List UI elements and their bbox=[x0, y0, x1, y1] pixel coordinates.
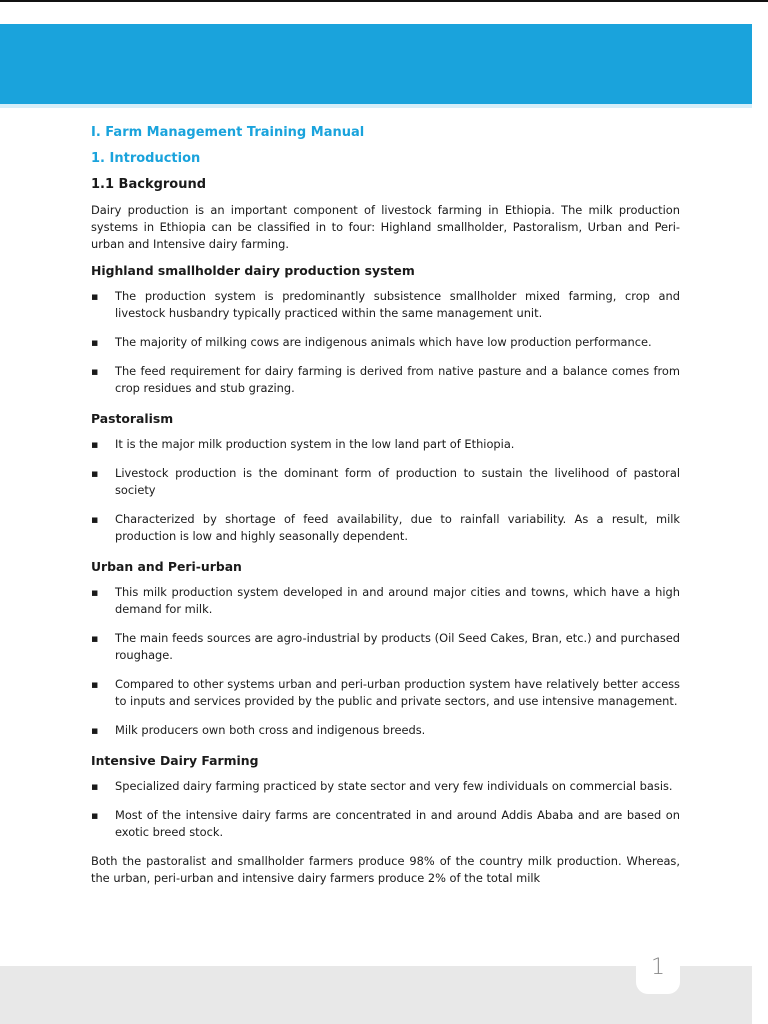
intro-paragraph: Dairy production is an important component of livestock farming in Ethiopia. The milk production systems in Ethiopia can be classified in to four: Highland smallholder, Pastoralism, Urban and Peri-urban and Intensive dairy farming. bbox=[91, 203, 680, 251]
bullet-icon: ▪ bbox=[91, 513, 99, 526]
list-item bbox=[91, 807, 680, 841]
list-item-text: Most of the intensive dairy farms are concentrated in and around Addis Ababa and are based on exotic breed stock. bbox=[115, 808, 680, 839]
list-item-text: Specialized dairy farming practiced by state sector and very few individuals on commercial basis. bbox=[115, 779, 673, 793]
bullet-icon: ▪ bbox=[91, 632, 99, 645]
bullet-icon: ▪ bbox=[91, 336, 99, 349]
list-item bbox=[91, 334, 680, 351]
list-item-text: It is the major milk production system in the low land part of Ethiopia. bbox=[115, 437, 515, 451]
section-title: Pastoralism bbox=[91, 411, 174, 426]
bullet-icon: ▪ bbox=[91, 467, 99, 480]
closing-paragraph: Both the pastoralist and smallholder farmers produce 98% of the country milk production. Whereas, the urban, peri-urban and intensive dairy farmers produce 2% of the total milk bbox=[91, 854, 680, 885]
list-item-text: The main feeds sources are agro-industrial by products (Oil Seed Cakes, Bran, etc.) and purchased roughage. bbox=[115, 631, 680, 662]
bullet-icon: ▪ bbox=[91, 678, 99, 691]
list-item bbox=[91, 630, 680, 664]
section-title: Intensive Dairy Farming bbox=[91, 753, 259, 768]
section-title: Highland smallholder dairy production system bbox=[91, 263, 415, 278]
list-item bbox=[91, 676, 680, 710]
list-item bbox=[91, 465, 680, 499]
section-pastoralism bbox=[91, 409, 680, 545]
introduction-heading: 1. Introduction bbox=[91, 151, 201, 166]
bullet-icon: ▪ bbox=[91, 724, 99, 737]
list-item bbox=[91, 722, 680, 739]
bullet-icon: ▪ bbox=[91, 780, 99, 793]
top-rule bbox=[0, 0, 768, 2]
list-item-text: Compared to other systems urban and peri-urban production system have relatively better access to inputs and services provided by the public and private sectors, and use intensive management. bbox=[115, 677, 680, 708]
background-heading: 1.1 Background bbox=[91, 177, 207, 192]
list-item bbox=[91, 436, 680, 453]
list-item-text: The feed requirement for dairy farming is derived from native pasture and a balance comes from crop residues and stub grazing. bbox=[115, 364, 680, 395]
list-item bbox=[91, 778, 680, 795]
manual-title: I. Farm Management Training Manual bbox=[91, 125, 365, 140]
bullet-icon: ▪ bbox=[91, 438, 99, 451]
section-urban bbox=[91, 557, 680, 739]
page-content bbox=[91, 122, 680, 895]
bullet-list bbox=[91, 288, 680, 397]
list-item-text: Milk producers own both cross and indigenous breeds. bbox=[115, 723, 426, 737]
section-title: Urban and Peri-urban bbox=[91, 559, 242, 574]
bullet-icon: ▪ bbox=[91, 586, 99, 599]
bullet-icon: ▪ bbox=[91, 809, 99, 822]
bullet-icon: ▪ bbox=[91, 290, 99, 303]
page-number: 1 bbox=[636, 950, 680, 994]
list-item-text: The majority of milking cows are indigenous animals which have low production performance. bbox=[115, 335, 652, 349]
list-item bbox=[91, 288, 680, 322]
list-item-text: Characterized by shortage of feed availability, due to rainfall variability. As a result, milk production is low and highly seasonally dependent. bbox=[115, 512, 680, 543]
list-item bbox=[91, 363, 680, 397]
list-item bbox=[91, 511, 680, 545]
section-highland bbox=[91, 261, 680, 397]
list-item bbox=[91, 584, 680, 618]
bullet-icon: ▪ bbox=[91, 365, 99, 378]
header-band bbox=[0, 24, 752, 104]
list-item-text: The production system is predominantly subsistence smallholder mixed farming, crop and livestock husbandry typically practiced within the same management unit. bbox=[115, 289, 680, 320]
bullet-list bbox=[91, 584, 680, 739]
list-item-text: This milk production system developed in and around major cities and towns, which have a high demand for milk. bbox=[115, 585, 680, 616]
list-item-text: Livestock production is the dominant form of production to sustain the livelihood of pastoral society bbox=[115, 466, 680, 497]
bullet-list bbox=[91, 778, 680, 841]
section-intensive bbox=[91, 751, 680, 841]
bullet-list bbox=[91, 436, 680, 545]
